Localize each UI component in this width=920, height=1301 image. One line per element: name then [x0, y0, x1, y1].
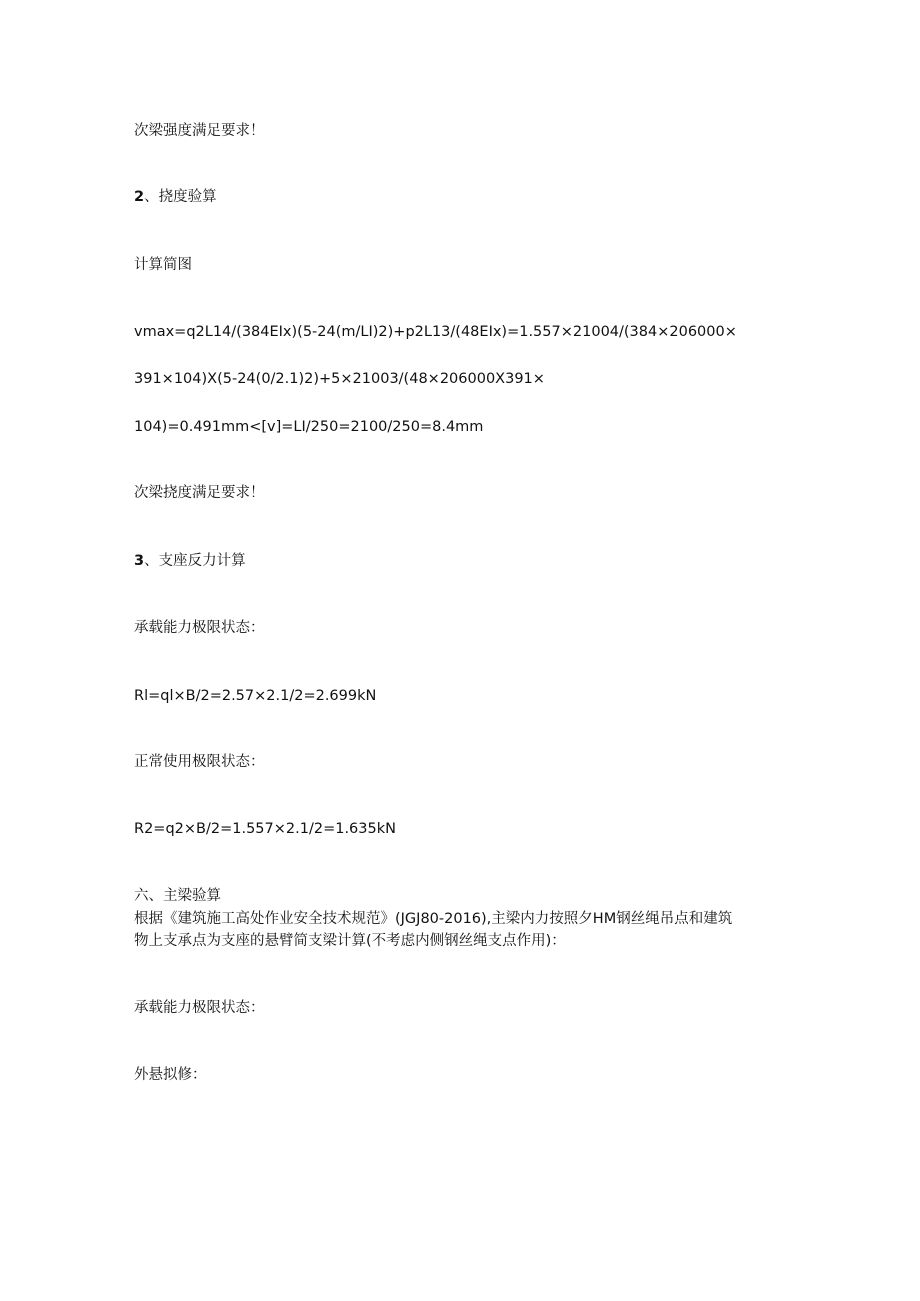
paragraph-line-2: 物上支承点为支座的悬臂简支梁计算(不考虑内侧钢丝绳支点作用)： [134, 933, 566, 949]
paragraph-line-1: 根据《建筑施工高处作业安全技术规范》(JGJ80-2016),主梁内力按照夕HM钢丝绳吊点和建筑 [134, 911, 733, 927]
ultimate-limit-label-2: 承载能力极限状态： [134, 1000, 265, 1016]
section-title: 、支座反力计算 [144, 553, 246, 569]
section-title: 、挠度验算 [144, 189, 217, 205]
main-beam-paragraph [134, 908, 794, 952]
serviceability-limit-label: 正常使用极限状态： [134, 754, 265, 770]
reaction-formula-r1: Rl=ql×B∕2=2.57×2.1∕2=2.699kN [134, 688, 377, 704]
section-heading-deflection [134, 188, 217, 206]
formula-line-2: 391×104)X(5-24(0/2.1)2)+5×21003/(48×206000X391× [134, 371, 545, 387]
reaction-formula-r2: R2=q2×B∕2=1.557×2.1∕2=1.635kN [134, 821, 396, 837]
cantilever-label: 外悬拟修： [134, 1067, 207, 1083]
section-number: 3 [134, 553, 145, 569]
section-heading-main-beam: 六、主梁验算 [134, 888, 221, 904]
ultimate-limit-label: 承载能力极限状态： [134, 620, 265, 636]
strength-ok-text: 次梁强度满足要求！ [134, 123, 265, 139]
diagram-caption: 计算简图 [134, 257, 192, 273]
deflection-ok-text: 次梁挠度满足要求！ [134, 485, 265, 501]
formula-line-1: vmax=q2L14∕(384EIx)(5-24(m∕LI)2)+p2L13∕(48EIx)=1.557×21004∕(384×206000× [134, 324, 737, 340]
formula-line-3: 104)=0.491mm<[v]=LI∕250=2100∕250=8.4mm [134, 419, 484, 435]
section-number: 2 [134, 189, 145, 205]
section-heading-reaction [134, 552, 246, 570]
